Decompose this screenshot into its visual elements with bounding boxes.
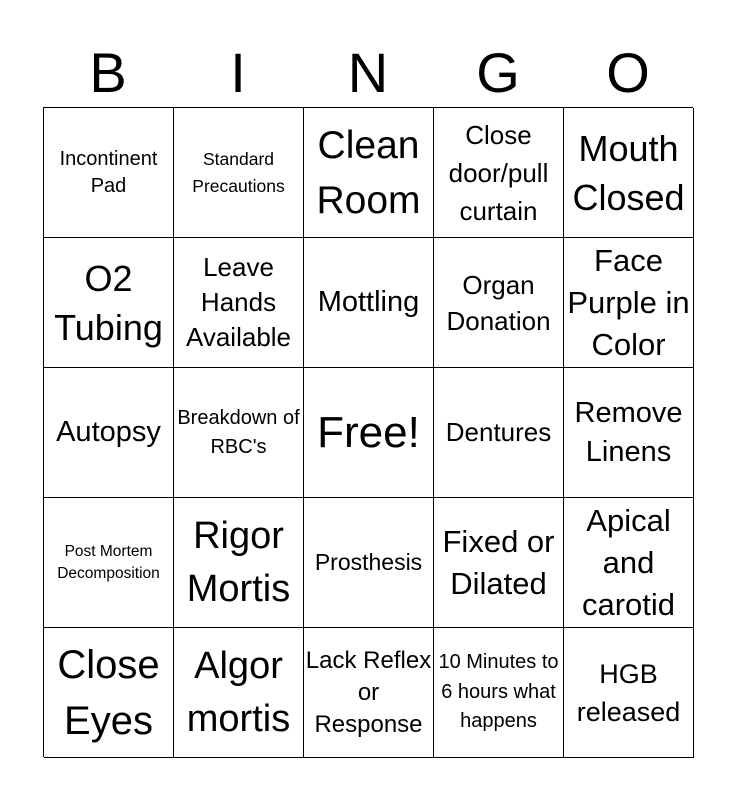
bingo-cell-r2c3[interactable]: [304, 238, 434, 368]
cell-label: Post Mortem Decomposition: [57, 542, 160, 582]
cell-label: Lack Reflex or Response: [305, 646, 432, 738]
cell-label: Rigor Mortis: [186, 514, 291, 610]
bingo-cell-r4c3[interactable]: [304, 498, 434, 628]
bingo-cell-r3c1[interactable]: [44, 368, 174, 498]
bingo-cell-r2c1[interactable]: [44, 238, 174, 368]
bingo-cell-r1c4[interactable]: [434, 108, 564, 238]
bingo-cell-r4c4[interactable]: [434, 498, 564, 628]
bingo-cell-r1c3[interactable]: [304, 108, 434, 238]
cell-label: Algor mortis: [186, 644, 291, 740]
cell-label: Prosthesis: [314, 549, 423, 575]
cell-label: Remove Linens: [574, 396, 683, 468]
header-letter-b: B: [89, 41, 127, 104]
cell-label: Mottling: [317, 286, 420, 318]
bingo-header: [43, 38, 693, 108]
cell-label: Organ Donation: [446, 269, 551, 336]
cell-label: Apical and carotid: [581, 502, 676, 622]
bingo-cell-r2c4[interactable]: [434, 238, 564, 368]
bingo-cell-r5c3[interactable]: [304, 628, 434, 758]
cell-label: Mouth Closed: [572, 127, 685, 218]
bingo-cell-r1c2[interactable]: [174, 108, 304, 238]
bingo-cell-r3c5[interactable]: [564, 368, 694, 498]
cell-label: Dentures: [445, 417, 552, 447]
header-letter-i: I: [230, 41, 246, 104]
header-letter-o: O: [606, 41, 650, 104]
bingo-cell-r2c2[interactable]: [174, 238, 304, 368]
cell-label: Close door/pull curtain: [448, 119, 549, 226]
bingo-cell-r2c5[interactable]: [564, 238, 694, 368]
cell-label: HGB released: [576, 658, 681, 727]
cell-label: Autopsy: [56, 416, 161, 448]
bingo-cell-r5c5[interactable]: [564, 628, 694, 758]
bingo-cell-r4c2[interactable]: [174, 498, 304, 628]
header-letter-n: N: [347, 41, 389, 104]
cell-label: Free!: [317, 407, 420, 457]
cell-label: Face Purple in Color: [567, 242, 690, 362]
bingo-cell-r1c1[interactable]: [44, 108, 174, 238]
bingo-cell-r4c1[interactable]: [44, 498, 174, 628]
bingo-cell-r3c2[interactable]: [174, 368, 304, 498]
cell-label: Clean Room: [316, 123, 421, 222]
cell-label: Standard Precautions: [192, 148, 285, 196]
bingo-cell-r5c4[interactable]: [434, 628, 564, 758]
header-letter-g: G: [476, 41, 520, 104]
cell-label: Breakdown of RBC's: [177, 406, 300, 458]
cell-label: Leave Hands Available: [185, 252, 292, 352]
bingo-cell-r4c5[interactable]: [564, 498, 694, 628]
bingo-cell-r3c3[interactable]: [304, 368, 434, 498]
bingo-cell-r3c4[interactable]: [434, 368, 564, 498]
cell-label: Close Eyes: [57, 642, 160, 743]
cell-label: 10 Minutes to 6 hours what happens: [438, 651, 559, 733]
bingo-grid: [43, 107, 693, 757]
cell-label: O2 Tubing: [54, 257, 163, 348]
cell-label: Fixed or Dilated: [442, 523, 555, 601]
bingo-cell-r5c1[interactable]: [44, 628, 174, 758]
bingo-cell-r1c5[interactable]: [564, 108, 694, 238]
cell-label: Incontinent Pad: [59, 147, 158, 197]
bingo-cell-r5c2[interactable]: [174, 628, 304, 758]
